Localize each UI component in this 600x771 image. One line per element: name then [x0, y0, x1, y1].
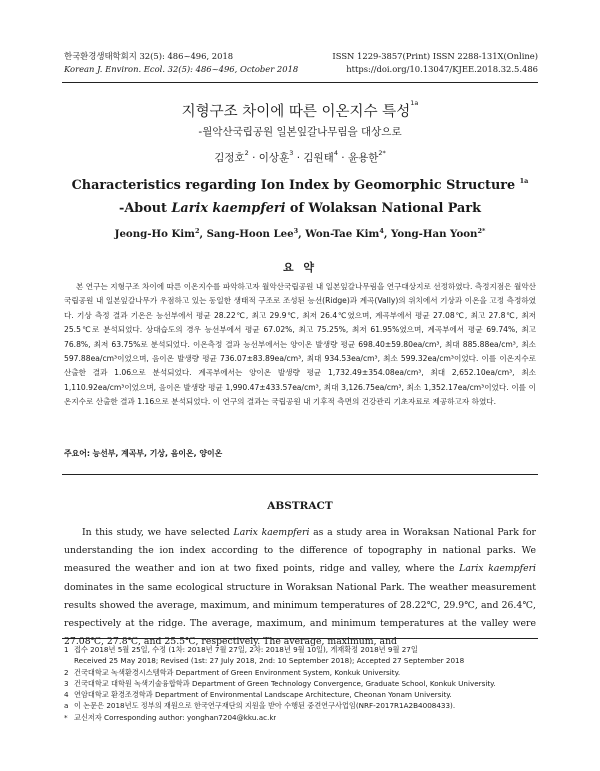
author-en-affiliation: 2*	[477, 227, 486, 235]
abstract-text: dominates in the same ecological structure in Woraksan National Park. The weather measurement results showed the average, maximum, and minimum temperatures of 28.22℃, 29.9℃, and 26.4℃, respectively at the ridge. The average, maximum, and minimum temperatures at the valley were 27.08℃, 27.8℃, and 25.5℃, respectively. The average, maximum, and	[64, 581, 536, 648]
author-en-name: Yong-Han Yoon	[390, 228, 478, 240]
footnote	[64, 700, 538, 711]
header-rule	[62, 82, 538, 83]
footnote-text: 이 논문은 2018년도 정부의 재원으로 한국연구재단의 지원을 받아 수행된 중견연구사업임(NRF-2017R1A2B4008433).	[74, 701, 456, 711]
footnote	[64, 667, 538, 678]
author-ko-name: 윤용한	[347, 152, 379, 164]
english-abstract-body	[64, 524, 536, 651]
abstract-text: as a study area in Woraksan National Park for understanding the ion index according to the difference of topography in national parks. We measured the weather and ion at two fixed points, ridge and valley, where the	[64, 527, 537, 575]
footnote-mark: 4	[64, 690, 69, 700]
korean-abstract-heading: 요 약	[282, 261, 318, 274]
issn: ISSN 1229-3857(Print) ISSN 2288-131X(Online)	[332, 51, 538, 61]
english-abstract-heading: ABSTRACT	[267, 500, 333, 512]
author-en-affiliation: 4	[379, 227, 384, 235]
author-separator: ·	[248, 152, 259, 164]
title-english-text: Characteristics regarding Ion Index by Geomorphic Structure	[71, 178, 516, 193]
author-en-name: Won-Tae Kim	[305, 228, 380, 240]
author-ko-affiliation: 2*	[378, 149, 386, 157]
footnote	[64, 712, 538, 723]
title-korean-text: 지형구조 차이에 따른 이온지수 특성	[181, 104, 411, 120]
subtitle-english	[0, 201, 600, 216]
footnote-mark: a	[64, 701, 69, 711]
author-separator: ·	[337, 152, 348, 164]
abstract-text: In this study, we have selected	[82, 527, 234, 538]
footnote-mark	[64, 655, 74, 666]
author-ko-name: 김정호	[214, 152, 245, 164]
author-en-affiliation: 3	[293, 227, 299, 235]
author-separator: ·	[293, 152, 304, 164]
footnote-mark: 2	[64, 667, 69, 677]
authors-korean	[0, 150, 600, 165]
footnote-text: 접수 2018년 5월 25일, 수정 (1차: 2018년 7월 27일, 2차: 2018년 9월 10일), 게재확정 2018년 9월 27일	[74, 645, 418, 654]
journal-identifiers	[332, 50, 538, 76]
footnote-mark: *	[64, 712, 68, 722]
title-english	[0, 178, 600, 193]
author-ko-name: 이상훈	[258, 152, 290, 164]
footnote-mark: 1	[64, 645, 69, 654]
author-ko-affiliation: 2	[244, 149, 249, 157]
keywords	[64, 448, 536, 459]
title-korean-sup: 1a	[410, 99, 419, 107]
footnote-text: 연암대학교 환경조경학과 Department of Environmental Landscape Architecture, Cheonan Yonam University.	[74, 690, 452, 700]
footnote	[64, 655, 538, 666]
species-name: Larix kaempferi	[233, 527, 310, 538]
author-ko-name: 김원태	[303, 152, 334, 164]
journal-citation-en: Korean J. Environ. Ecol. 32(5): 486~496, October 2018	[64, 64, 299, 74]
section-rule	[62, 474, 538, 475]
species-name: Larix kaempferi	[459, 563, 537, 575]
doi-link[interactable]: https://doi.org/10.13047/KJEE.2018.32.5.486	[346, 64, 538, 74]
author-ko-affiliation: 4	[333, 149, 338, 157]
footnote-mark: 3	[64, 678, 69, 688]
footnote-text: Received 25 May 2018; Revised (1st: 27 July 2018, 2nd: 10 September 2018); Accepted 27 September 2018	[74, 656, 465, 666]
footnote-rule	[62, 638, 538, 639]
subtitle-english-pre: -About	[119, 201, 172, 216]
footnote-text: 교신저자 Corresponding author: yonghan7204@kku.ac.kr	[74, 712, 277, 722]
korean-abstract-body: 본 연구는 지형구조 차이에 따른 이온지수를 파악하고자 월악산국립공원 내 일본잎갈나무림을 연구대상지로 선정하였다. 측정지점은 월악산국립공원 내 일본잎갈나무가 우점하고 있는 동일한 생태적 구조로 조성된 능선(Ridge)과 계곡(Vally)의 위치에서 기상과 이온을 고정 측정하였다. 기상 측정 결과 기온은 능선부에서 평균 28.22℃, 최고 29.9℃, 최저 26.4℃였으며, 계곡부에서 평균 27.08℃, 최고 27.8℃, 최저 25.5℃로 분석되었다. 상대습도의 경우 능선부에서 평균 67.02%, 최고 75.25%, 최저 61.95%였으며, 계곡부에서 평균 69.74%, 최고 76.8%, 최저 63.75%로 분석되었다. 이온측정 결과 능선부에서는 양이온 발생량 평균 698.40±59.80ea/cm³, 최대 885.88ea/cm³, 최소 597.88ea/cm³이었으며, 음이온 발생량 평균 736.07±83.89ea/cm³, 최대 934.53ea/cm³, 최소 599.32ea/cm³이었다. 이를 이온지수로 산출한 결과 1.06으로 분석되었다. 계곡부에서는 양이온 발생량 평균 1,732.49±354.08ea/cm³, 최대 2,652.10ea/cm³, 최소 1,110.92ea/cm³이었으며, 음이온 발생량 평균 1,990.47±433.57ea/cm³, 최대 3,126.75ea/cm³, 최소 1,352.17ea/cm³이었다. 이를 이온지수로 산출한 결과 1.16으로 분석되었다. 이 연구의 결과는 국립공원 내 기후적 측면의 건강관리 기초자료로 제공하고자 하였다.	[64, 282, 536, 407]
authors-english: Jeong-Ho Kim$^2$, Sang-Hoon Lee$^3$, Won-Tae Kim$^4$, Yong-Han Yoon$^{2*}$	[114, 227, 486, 240]
footnote-text: 건국대학교 대학원 녹색기술융합학과 Department of Green Technology Convergence, Graduate School, Konkuk University.	[74, 678, 496, 688]
footnote	[64, 689, 538, 700]
keywords-label: 주요어:	[64, 449, 91, 458]
subtitle-korean: -월악산국립공원 일본잎갈나무림을 대상으로	[198, 126, 402, 138]
author-en-name: Jeong-Ho Kim	[114, 228, 195, 240]
title-korean	[0, 100, 600, 121]
footnotes	[64, 644, 538, 723]
subtitle-english-species: Larix kaempferi	[171, 201, 286, 216]
keywords-list: 능선부, 계곡부, 기상, 음이온, 양이온	[92, 449, 223, 458]
footnote	[64, 678, 538, 689]
footnote	[64, 644, 538, 655]
subtitle-english-post: of Wolaksan National Park	[285, 201, 481, 216]
author-ko-affiliation: 3	[289, 149, 294, 157]
footnote-text: 건국대학교 녹색환경시스템학과 Department of Green Environment System, Konkuk University.	[74, 667, 401, 677]
journal-citation-ko: 한국환경생태학회지 32(5): 486~496, 2018	[64, 51, 234, 61]
journal-citation	[64, 50, 298, 76]
author-en-affiliation: 2	[194, 227, 200, 235]
title-english-sup: 1a	[519, 177, 529, 185]
author-en-name: Sang-Hoon Lee	[206, 228, 294, 240]
